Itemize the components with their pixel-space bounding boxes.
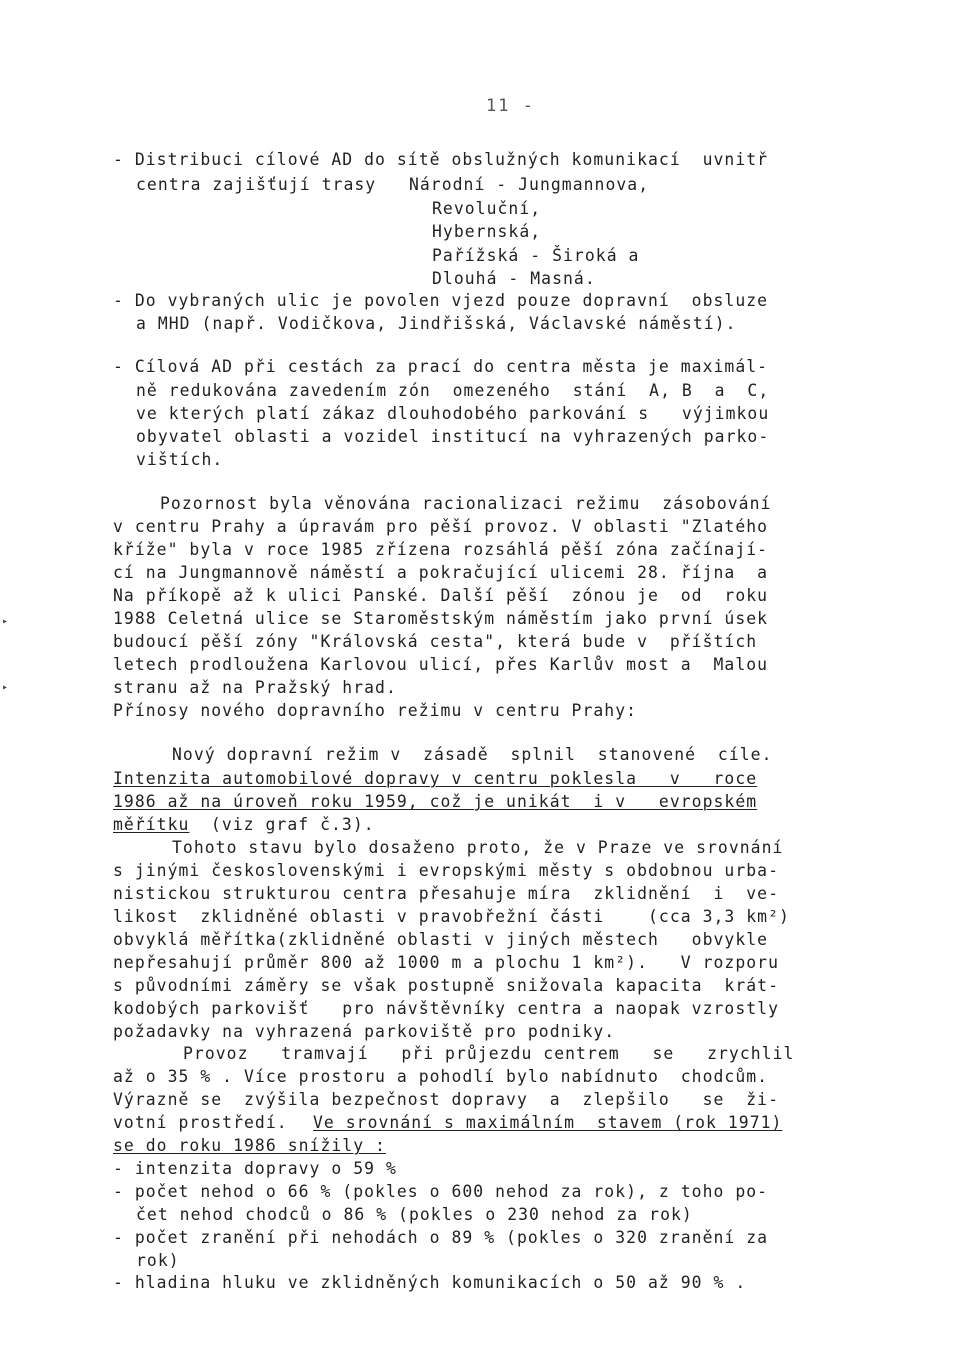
text-line: (viz graf č.3). xyxy=(200,815,375,834)
text-line: votní prostředí. xyxy=(113,1113,299,1132)
text-line: budoucí pěší zóny "Královská cesta", která bude v příštích xyxy=(113,632,758,651)
text-line: Revoluční, xyxy=(432,199,542,218)
text-line: požadavky na vyhrazená parkoviště pro podniky. xyxy=(113,1022,616,1041)
text-line: Ve srovnání s maximálním stavem (rok 1971) xyxy=(313,1113,783,1132)
text-line: Pozornost byla věnována racionalizaci režimu zásobování xyxy=(160,494,772,513)
text-line: Přínosy nového dopravního režimu v centru Prahy: xyxy=(113,701,638,720)
text-line: v centru Prahy a úpravám pro pěší provoz. V oblasti "Zlatého xyxy=(113,517,769,536)
text-line: Dlouhá - Masná. xyxy=(432,269,596,288)
text-line: nepřesahují průměr 800 až 1000 m a plochu 1 km²). V rozporu xyxy=(113,953,779,972)
text-line: obyvatel oblasti a vozidel institucí na vyhrazených parko- xyxy=(136,427,770,446)
text-line: stranu až na Pražský hrad. xyxy=(113,678,397,697)
text-line: letech prodloužena Karlovou ulicí, přes Karlův most a Malou xyxy=(113,655,769,674)
text-line: Výrazně se zvýšila bezpečnost dopravy a zlepšilo se ži- xyxy=(113,1090,779,1109)
text-line: Hybernská, xyxy=(432,222,542,241)
text-line: - Distribuci cílové AD do sítě obslužných komunikací uvnitř xyxy=(113,150,769,169)
text-line: ně redukována zavedením zón omezeného stání A, B a C, xyxy=(136,381,770,400)
text-line: likost zklidněné oblasti v pravobřežní části (cca 3,3 km²) xyxy=(113,907,790,926)
text-line: a MHD (např. Vodičkova, Jindřišská, Václavské náměstí). xyxy=(136,314,737,333)
text-line: ve kterých platí zákaz dlouhodobého parkování s výjimkou xyxy=(136,404,770,423)
text-line: 1986 až na úroveň roku 1959, což je unikát i v evropském xyxy=(113,792,758,811)
text-line: obvyklá měřítka(zklidněné oblasti v jiných městech obvykle xyxy=(113,930,769,949)
text-line: Intenzita automobilové dopravy v centru poklesla v roce xyxy=(113,769,758,788)
text-line: - hladina hluku ve zklidněných komunikacích o 50 až 90 % . xyxy=(113,1273,747,1292)
text-line: vištích. xyxy=(136,450,224,469)
text-line: Nový dopravní režim v zásadě splnil stanovené cíle. xyxy=(172,745,773,764)
text-line: - počet nehod o 66 % (pokles o 600 nehod za rok), z toho po- xyxy=(113,1182,769,1201)
text-line: 1988 Celetná ulice se Staroměstským náměstím jako první úsek xyxy=(113,609,769,628)
text-line: - intenzita dopravy o 59 % xyxy=(113,1159,397,1178)
text-line: - Cílová AD při cestách za prací do centra města je maximál- xyxy=(113,357,769,376)
text-line: až o 35 % . Více prostoru a pohodlí bylo nabídnuto chodcům. xyxy=(113,1067,769,1086)
page-number: 11 - xyxy=(486,96,535,116)
text-line: se do roku 1986 snížily : xyxy=(113,1136,386,1155)
text-line: rok) xyxy=(136,1251,180,1270)
text-line: - počet zranění při nehodách o 89 % (pokles o 320 zranění za xyxy=(113,1228,769,1247)
text-line: Pařížská - Široká a xyxy=(432,246,640,265)
text-line: kodobých parkovišť pro návštěvníky centra a naopak vzrostly xyxy=(113,999,779,1018)
text-line: nistickou strukturou centra přesahuje míra zklidnění i ve- xyxy=(113,884,779,903)
text-line: Tohoto stavu bylo dosaženo proto, že v Praze ve srovnání xyxy=(172,838,784,857)
text-line: Provoz tramvají při průjezdu centrem se zrychlil xyxy=(183,1044,795,1063)
text-line: s jinými československými i evropskými městy s obdobnou urba- xyxy=(113,861,779,880)
text-line: kříže" byla v roce 1985 zřízena rozsáhlá pěší zóna začínají- xyxy=(113,540,769,559)
text-line: cí na Jungmannově náměstí a pokračující ulicemi 28. října a xyxy=(113,563,769,582)
text-line: s původními záměry se však postupně snižovala kapacita krát- xyxy=(113,976,779,995)
margin-mark: ▸ xyxy=(2,682,9,693)
text-line: centra zajišťují trasy Národní - Jungmannova, xyxy=(136,175,650,194)
text-line: - Do vybraných ulic je povolen vjezd pouze dopravní obsluze xyxy=(113,291,769,310)
margin-mark: ▸ xyxy=(2,616,9,627)
text-line: čet nehod chodců o 86 % (pokles o 230 nehod za rok) xyxy=(136,1205,693,1224)
text-line: Na příkopě až k ulici Panské. Další pěší zónou je od roku xyxy=(113,586,769,605)
text-line: měřítku xyxy=(113,815,190,834)
